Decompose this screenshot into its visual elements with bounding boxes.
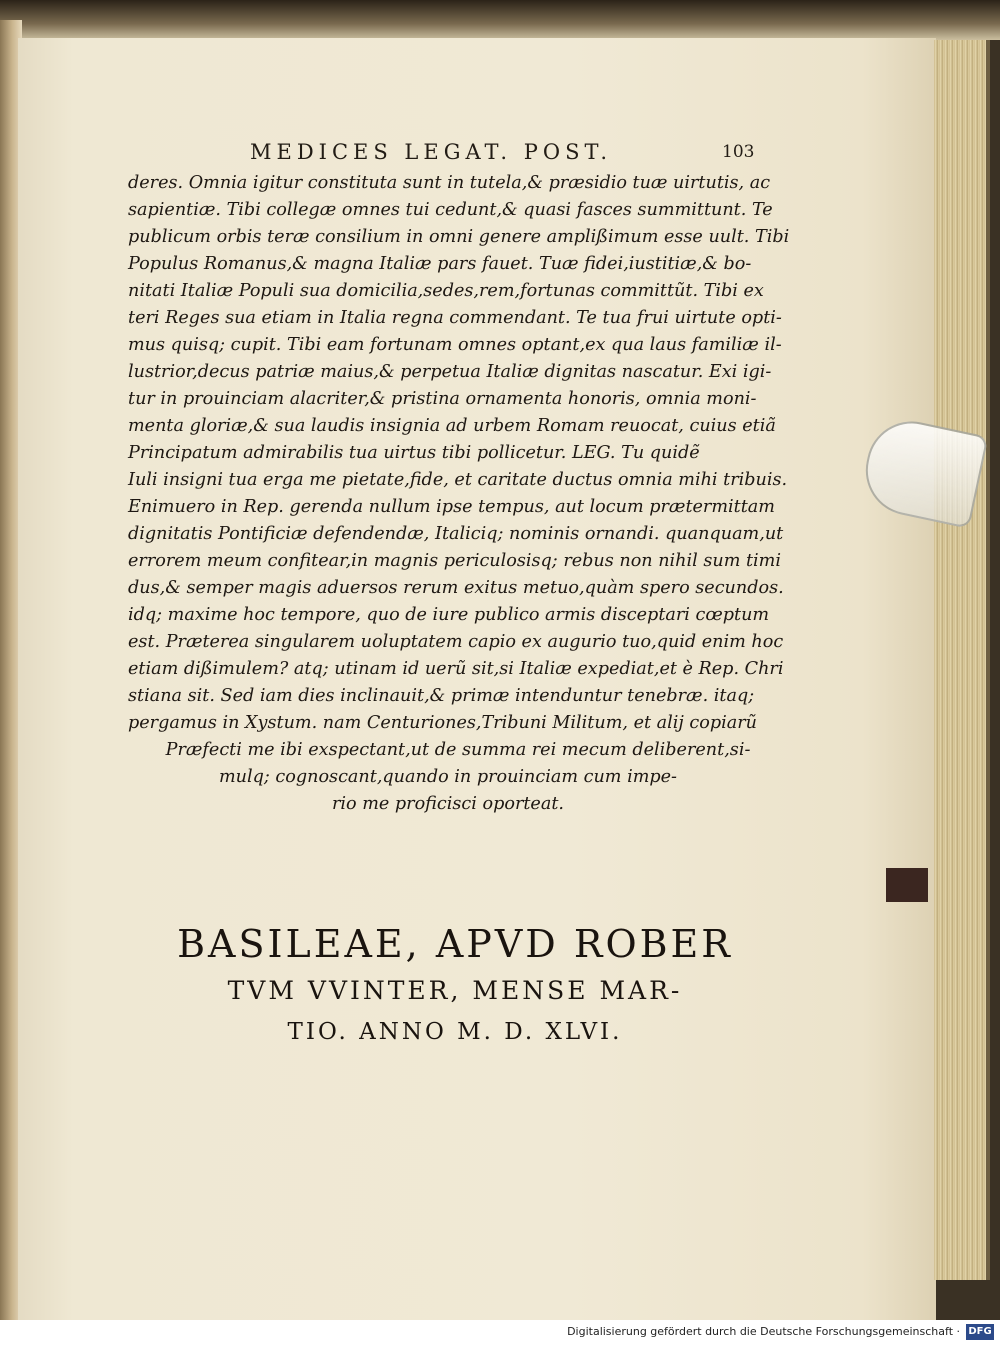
running-head: MEDICES LEGAT. POST. [250,140,613,164]
text-line: mulq; cognoscant,quando in prouinciam cum impe- [218,767,678,787]
page-fore-edge [934,40,990,1280]
colophon [120,918,790,1052]
text-line: deres. Omnia igitur constituta sunt in tutela,& præsidio tuæ uirtutis, ac [128,173,771,193]
page-number: 103 [722,142,755,162]
text-line: Populus Romanus,& magna Italiæ pars fauet. Tuæ fidei,iustitiæ,& bo- [128,254,752,274]
colophon-line: TVM VVINTER, MENSE MAR- [227,976,683,1005]
text-line: Enimuero in Rep. gerenda nullum ipse tempus, aut locum prætermittam [128,497,775,517]
dfg-logo: DFG [966,1324,994,1340]
text-line: errorem meum confitear,in magnis periculosisq; rebus non nihil sum timi [128,551,781,571]
text-line: mus quisq; cupit. Tibi eam fortunam omnes optant,ex qua laus familiæ il- [128,335,782,355]
text-line: menta gloriæ,& sua laudis insignia ad urbem Romam reuocat, cuius etiã [128,416,776,436]
text-line: Præfecti me ibi exspectant,ut de summa rei mecum deliberent,si- [165,740,751,760]
text-line: idq; maxime hoc tempore, quo de iure publico armis disceptari cœptum [128,605,770,625]
text-line: lustrior,decus patriæ maius,& perpetua Italiæ dignitas nascatur. Exi igi- [128,362,772,382]
text-line: Iuli insigni tua erga me pietate,fide, et caritate ductus omnia mihi tribuis. [128,470,788,490]
text-line: est. Præterea singularem uoluptatem capio ex augurio tuo,quid enim hoc [128,632,784,652]
text-line: rio me proficisci oporteat. [332,794,564,814]
book-top-edge [0,0,1000,40]
text-line: etiam dißimulem? atq; utinam id uerũ sit,si Italiæ expediat,et è Rep. Chri [128,659,784,679]
text-line: nitati Italiæ Populi sua domicilia,sedes,rem,fortunas committũt. Tibi ex [128,281,764,301]
text-line: stiana sit. Sed iam dies inclinauit,& primæ intenduntur tenebræ. itaq; [128,686,755,706]
text-line: teri Reges sua etiam in Italia regna commendant. Te tua frui uirtute opti- [128,308,782,328]
text-line: sapientiæ. Tibi collegæ omnes tui cedunt,& quasi fasces summittunt. Te [128,200,773,220]
colophon-line: BASILEAE, APVD ROBER [177,922,733,966]
colophon-line: TIO. ANNO M. D. XLVI. [287,1019,623,1045]
body-text [128,170,790,818]
text-line: dignitatis Pontificiæ defendendæ, Italiciq; nominis ornandi. quanquam,ut [128,524,784,544]
text-line: publicum orbis teræ consilium in omni genere amplißimum esse uult. Tibi [128,227,790,247]
footer-bar [0,1320,1000,1346]
text-line: dus,& semper magis aduersos rerum exitus metuo,quàm spero secundos. [128,578,784,598]
funding-credit: Digitalisierung gefördert durch die Deutsche Forschungsgemeinschaft · [567,1325,960,1338]
bookmark-tab [886,868,928,902]
text-line: pergamus in Xystum. nam Centuriones,Tribuni Militum, et alij copiarũ [128,713,757,733]
text-line: Principatum admirabilis tua uirtus tibi pollicetur. LEG. Tu quidẽ [128,443,700,463]
text-line: tur in prouinciam alacriter,& pristina ornamenta honoris, omnia moni- [128,389,757,409]
